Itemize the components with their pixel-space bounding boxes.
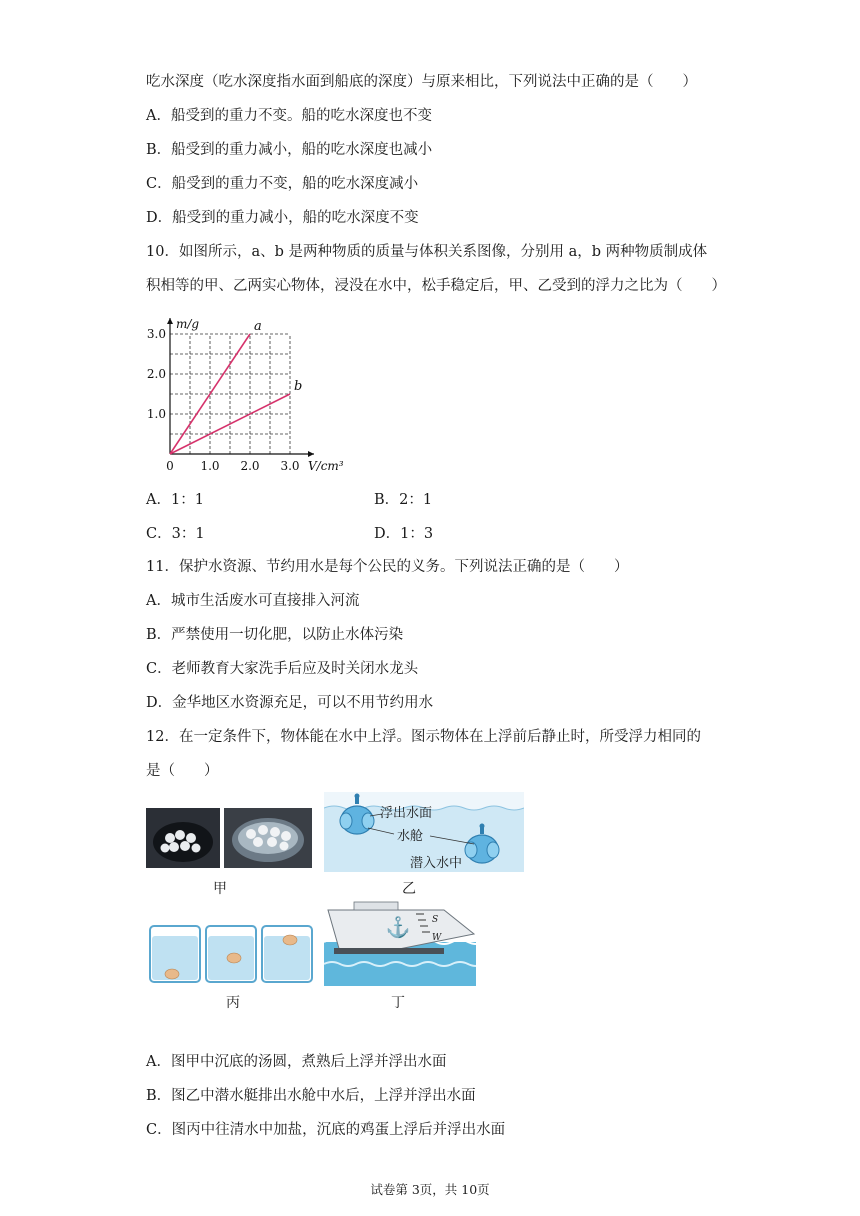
figure-ding-ship — [324, 900, 476, 986]
figure-ding-caption: 丁 — [391, 995, 405, 1011]
q11-option-d: D．金华地区水资源充足，可以不用节约用水 — [146, 695, 434, 711]
q11-option-a: A．城市生活废水可直接排入河流 — [146, 593, 360, 609]
figure-yi-caption: 乙 — [402, 881, 416, 897]
page-footer: 试卷第 3页，共 10页 — [370, 1182, 490, 1197]
q10-stem-line1: 10．如图所示，a、b 是两种物质的质量与体积关系图像，分别用 a，b 两种物质制成体 — [146, 244, 708, 260]
figure-bing-caption: 丙 — [226, 995, 240, 1011]
beaker-3 — [262, 926, 312, 982]
figure-bing-beakers — [146, 922, 318, 986]
q9-option-a: A．船受到的重力不变。船的吃水深度也不变 — [146, 108, 432, 124]
q10-option-b: B．2：1 — [374, 492, 433, 508]
q12-option-c: C．图丙中往清水中加盐，沉底的鸡蛋上浮后并浮出水面 — [146, 1122, 506, 1138]
q12-option-b: B．图乙中潜水艇排出水舱中水后，上浮并浮出水面 — [146, 1088, 476, 1104]
q11-stem: 11．保护水资源、节约用水是每个公民的义务。下列说法正确的是（ ） — [146, 559, 629, 575]
x-tick-label: 1.0 — [200, 459, 220, 473]
series-label-b: b — [294, 379, 303, 394]
q12-stem-line1: 12．在一定条件下，物体能在水中上浮。图示物体在上浮前后静止时，所受浮力相同的 — [146, 729, 701, 745]
figure-jia-caption: 甲 — [213, 881, 227, 897]
beaker-1 — [150, 926, 200, 982]
ding-label-s: S — [432, 915, 439, 925]
x-axis-arrow — [308, 451, 314, 457]
figure-jia-photos — [146, 808, 312, 868]
q12-option-a: A．图甲中沉底的汤圆，煮熟后上浮并浮出水面 — [146, 1054, 447, 1070]
y-axis-arrow — [167, 318, 173, 324]
x-tick-label: 3.0 — [280, 459, 300, 473]
q11-option-b: B．严禁使用一切化肥，以防止水体污染 — [146, 627, 404, 643]
y-axis-label: m/g — [176, 317, 200, 331]
submarine-label-dive: 潜入水中 — [410, 856, 463, 871]
q11-option-c: C．老师教育大家洗手后应及时关闭水龙头 — [146, 661, 419, 677]
submarine-label-tank: 水舱 — [397, 829, 424, 844]
submarine-label-surface: 浮出水面 — [380, 806, 433, 821]
q9-option-d: D．船受到的重力减小，船的吃水深度不变 — [146, 210, 419, 226]
q9-option-c: C．船受到的重力不变，船的吃水深度减小 — [146, 176, 419, 192]
origin-label: 0 — [166, 459, 174, 473]
q10-option-c: C．3：1 — [146, 526, 205, 542]
q10-option-a: A．1：1 — [146, 492, 204, 508]
ding-label-w: W — [432, 933, 442, 943]
chart-axes — [167, 318, 314, 457]
y-tick-label: 3.0 — [146, 327, 166, 341]
mass-volume-chart — [140, 308, 360, 478]
anchor-icon: ⚓ — [385, 915, 411, 939]
q10-option-d: D．1：3 — [374, 526, 434, 542]
q12-stem-line2: 是（ ） — [146, 763, 219, 779]
x-axis-label: V/cm³ — [308, 459, 344, 473]
chart-grid — [170, 334, 290, 454]
q10-stem-line2: 积相等的甲、乙两实心物体，浸没在水中，松手稳定后，甲、乙受到的浮力之比为（ ） — [146, 278, 726, 294]
y-tick-label: 1.0 — [146, 407, 166, 421]
series-label-a: a — [254, 319, 262, 334]
q9-stem: 吃水深度（吃水深度指水面到船底的深度）与原来相比，下列说法中正确的是（ ） — [146, 74, 697, 90]
x-tick-label: 2.0 — [240, 459, 260, 473]
q9-option-b: B．船受到的重力减小，船的吃水深度也减小 — [146, 142, 433, 158]
beaker-2 — [206, 926, 256, 982]
y-tick-label: 2.0 — [146, 367, 166, 381]
